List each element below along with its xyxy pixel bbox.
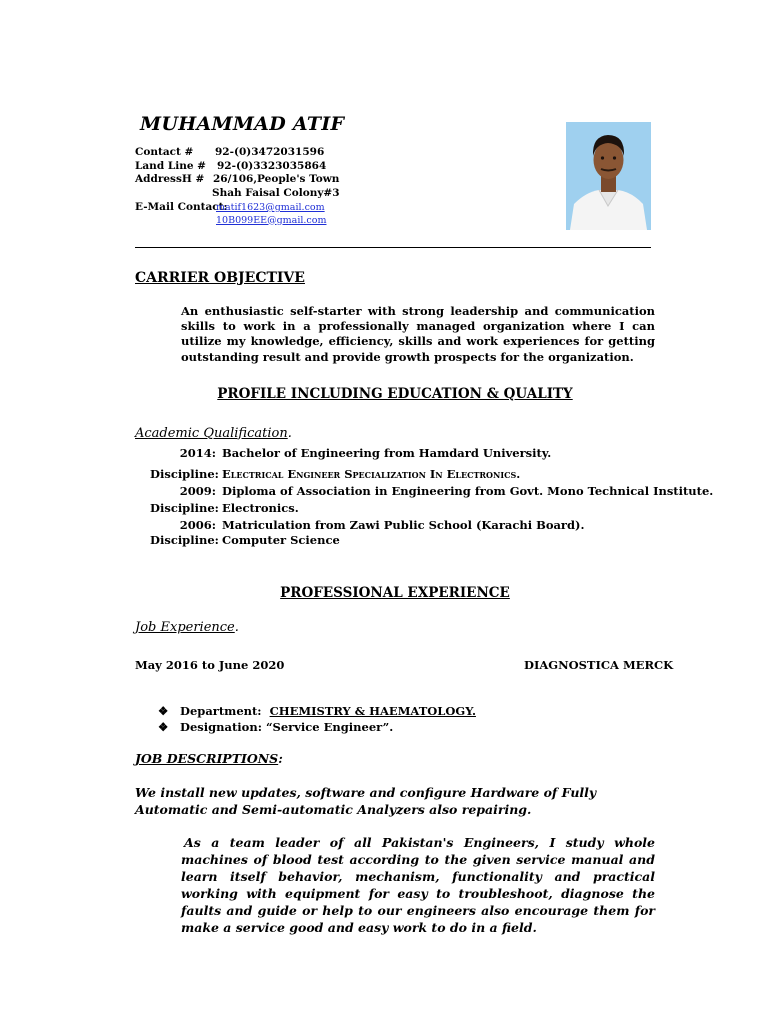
contact-block bbox=[135, 146, 465, 227]
education-key: Discipline: bbox=[150, 501, 219, 515]
education-row bbox=[150, 518, 584, 532]
profile-photo bbox=[566, 122, 651, 230]
education-value: Bachelor of Engineering from Hamdard University. bbox=[222, 446, 552, 460]
education-key: Discipline: bbox=[150, 533, 219, 547]
job-descriptions-text: JOB DESCRIPTIONS bbox=[135, 751, 279, 766]
job-label-suffix: . bbox=[234, 620, 239, 635]
address-line2: Shah Faisal Colony#3 bbox=[212, 186, 340, 199]
job-description-paragraph-1: We install new updates, software and configure Hardware of Fully Automatic and Semi-automatic Analyzers also repairing. bbox=[135, 785, 597, 817]
education-key: 2009: bbox=[179, 484, 216, 498]
landline-value: 92-(0)3323035864 bbox=[217, 159, 327, 172]
diamond-bullet-icon: ❖ bbox=[158, 704, 169, 718]
education-value: Electronics. bbox=[222, 501, 299, 515]
candidate-name: MUHAMMAD ATIF bbox=[140, 113, 345, 135]
education-value: Computer Science bbox=[222, 533, 340, 547]
contact-value: 92-(0)3472031596 bbox=[215, 146, 325, 158]
designation-text: Designation: “Service Engineer”. bbox=[180, 720, 394, 734]
education-key: Discipline: bbox=[150, 467, 219, 481]
profile-heading: PROFILE INCLUDING EDUCATION & QUALITY bbox=[217, 386, 573, 402]
education-row bbox=[150, 484, 713, 498]
email-link-1[interactable]: matif1623@gmail.com bbox=[216, 202, 325, 213]
company-name: DIAGNOSTICA MERCK bbox=[524, 658, 674, 672]
department-value: CHEMISTRY & HAEMATOLOGY. bbox=[269, 704, 476, 718]
designation-item bbox=[158, 720, 393, 734]
objective-heading: CARRIER OBJECTIVE bbox=[135, 270, 305, 286]
job-label-text: Job Experience bbox=[135, 620, 235, 635]
academic-label-suffix: . bbox=[287, 426, 292, 441]
education-row bbox=[150, 533, 340, 547]
education-row bbox=[150, 467, 520, 481]
job-description-paragraph-2: As a team leader of all Pakistan's Engineers, I study whole machines of blood test according to the given service manual and learn itself behavior, mechanism, functionality and practical working with equipment for easy to troubleshoot, diagnose the faults and guide or help to our engineers also encourage them for make a service good and easy work to do in a field. bbox=[181, 835, 655, 935]
email-link-2[interactable]: 10B099EE@gmail.com bbox=[216, 214, 327, 226]
education-key: 2006: bbox=[179, 518, 216, 532]
education-value: Matriculation from Zawi Public School (Karachi Board). bbox=[222, 518, 585, 532]
education-row bbox=[150, 501, 299, 515]
job-descriptions-label bbox=[135, 751, 283, 766]
diamond-bullet-icon: ❖ bbox=[158, 720, 169, 734]
education-key: 2014: bbox=[179, 446, 216, 460]
department-item bbox=[158, 704, 476, 718]
department-label: Department: bbox=[180, 704, 262, 718]
landline-label: Land Line # bbox=[135, 159, 206, 172]
education-value: Diploma of Association in Engineering from Govt. Mono Technical Institute. bbox=[222, 484, 714, 498]
address-line1: 26/106,People's Town bbox=[213, 173, 340, 185]
job-descriptions-suffix: : bbox=[278, 751, 283, 766]
header-divider bbox=[135, 247, 651, 248]
portrait-icon bbox=[566, 122, 651, 230]
experience-heading: PROFESSIONAL EXPERIENCE bbox=[280, 585, 510, 601]
job-experience-label bbox=[135, 620, 239, 635]
objective-text: An enthusiastic self-starter with strong leadership and communication skills to work in a professionally managed organization where I can utilize my knowledge, efficiency, skills and work experiences for getting outstanding result and provide growth prospects for the organization. bbox=[181, 304, 655, 364]
job-period: May 2016 to June 2020 bbox=[135, 658, 285, 672]
address-label: AddressH # bbox=[135, 173, 205, 185]
academic-qualification-label bbox=[135, 426, 292, 441]
education-row bbox=[150, 446, 551, 460]
contact-label: Contact # bbox=[135, 146, 194, 158]
academic-label-text: Academic Qualification bbox=[135, 426, 288, 441]
email-label: E-Mail Contact: bbox=[135, 201, 228, 213]
education-value: Electrical Engineer Specialization In Electronics. bbox=[222, 467, 521, 481]
